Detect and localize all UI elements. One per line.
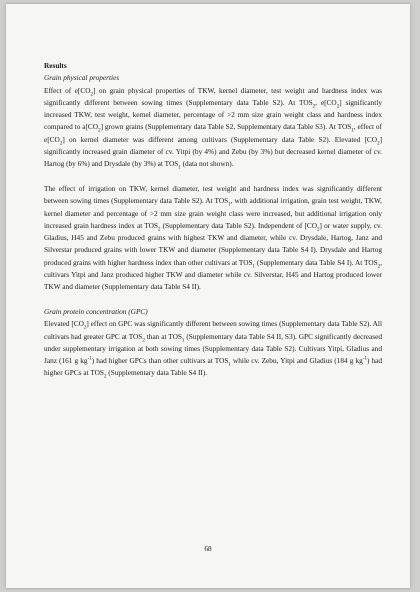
text-run: ] significantly increased grain diameter of cv. Yitpi (by 4%) and Zebu (by 3%) but decreased kernel diameter of cv. Hartog (by 6%) and Drysdale (by 3%) at TOS <box>44 134 382 169</box>
text-run: , effect of e[CO <box>44 122 382 144</box>
text-run: Effect of e[CO <box>44 85 91 95</box>
section-heading-results: Results <box>44 61 67 70</box>
text-run: (Supplementary data Table S4 I). At TOS <box>255 257 378 267</box>
text-run: (Supplementary data Table S4 II, S3). GPC significantly decreased under supplementary irrigation at both sowing times (Supplementary data Table S2). Cultivars Yitpi, Gladius and Janz (161 g kg <box>44 331 382 366</box>
subscript-text: 2 <box>98 128 101 134</box>
paragraph-gap <box>44 171 382 183</box>
text-run: ] effect on GPC was significantly different between sowing times (Supplementary data Table S2). All cultivars had greater GPC at TOS <box>44 319 382 341</box>
paragraph-gap <box>44 294 382 306</box>
subscript-text: 1 <box>228 202 231 208</box>
page-number: 68 <box>204 544 212 553</box>
subscript-text: 2 <box>317 227 320 233</box>
text-run: (Supplementary data Table S4 II). <box>106 368 208 378</box>
text-run: , cultivars Yitpi and Janz produced higher TKW and diameter while cv. Silverstar, H45 and Hartog produced lower TKW and diameter (Supplementary data Table S4 II). <box>44 257 382 292</box>
subscript-text: 2 <box>377 264 381 270</box>
document-page <box>6 4 410 588</box>
paragraph-physical-1 <box>44 85 382 171</box>
subscript-text: 1 <box>252 264 256 270</box>
superscript-text: -1 <box>87 356 92 362</box>
subscript-text: 2 <box>59 141 63 147</box>
text-run: while cv. Zebu, Yitpi and Gladius (184 g kg <box>230 356 363 366</box>
subscript-text: 2 <box>103 374 107 380</box>
text-run: (Supplementary data Table S2). Independent of [CO <box>160 220 318 230</box>
subheading-grain-physical-properties: Grain physical properties <box>44 73 120 83</box>
text-run: ] significantly increased TKW, test weight, kernel diameter, percentage of >2 mm size grain weight class and hardness index compared to a[CO <box>44 97 382 132</box>
superscript-text: -1 <box>362 356 367 362</box>
text-run: ] grown grains (Supplementary data Table S2, Supplementary data Table S3). At TOS <box>100 122 352 132</box>
subscript-text: 2 <box>83 325 87 331</box>
text-run: ] on grain physical properties of TKW, kernel diameter, test weight and hardness index was significantly different between sowing times (Supplementary data Table S2). At TOS <box>44 85 382 107</box>
text-run: (data not shown). <box>180 159 234 169</box>
text-run: ] on kernel diameter was different among cultivars (Supplementary data Table S2). Elevated [CO <box>62 134 378 144</box>
subscript-text: 2 <box>157 227 161 233</box>
text-run: ) had higher GPCs at TOS <box>44 356 382 378</box>
paragraph-protein-1 <box>44 318 382 379</box>
text-run: The effect of irrigation on TKW, kernel diameter, test weight and hardness index was significantly different between sowing times (Supplementary data Table S2). At TOS <box>44 183 382 206</box>
subscript-text: 2 <box>90 92 93 98</box>
text-run: , e[CO <box>315 97 337 107</box>
text-run: , with additional irrigation, grain test weight, TKW, kernel diameter and percentage of >2 mm size grain weight class were increased, but additional irrigation only increased grain hardness index at TOS <box>44 196 383 230</box>
subscript-text: 1 <box>178 165 181 171</box>
subscript-text: 2 <box>336 104 340 110</box>
subscript-text: 2 <box>142 337 145 343</box>
subscript-text: 2 <box>377 141 380 147</box>
subscript-text: 1 <box>351 128 354 134</box>
paragraph-physical-2 <box>44 183 382 294</box>
subheading-grain-protein: Grain protein concentration (GPC) <box>44 306 148 316</box>
subscript-text: 2 <box>312 104 316 110</box>
subscript-text: 1 <box>181 337 185 343</box>
text-run: Elevated [CO <box>44 319 84 329</box>
text-run: than at TOS <box>144 331 182 341</box>
text-run: ] or water supply, cv. Gladius, H45 and Zebu produced grains with highest TKW and diameter, while cv. Drysdale, Hartog, Janz and Silverstar produced grains with lower TKW and diameter (Supplementary data Table S4 I). Drysdale and Hartog produced grains with higher hardness index than other cultivars at TOS <box>44 220 382 267</box>
page-content <box>44 60 382 380</box>
subscript-text: 1 <box>228 362 231 368</box>
text-run: ) had higher GPCs than other cultivars at TOS <box>91 356 229 366</box>
